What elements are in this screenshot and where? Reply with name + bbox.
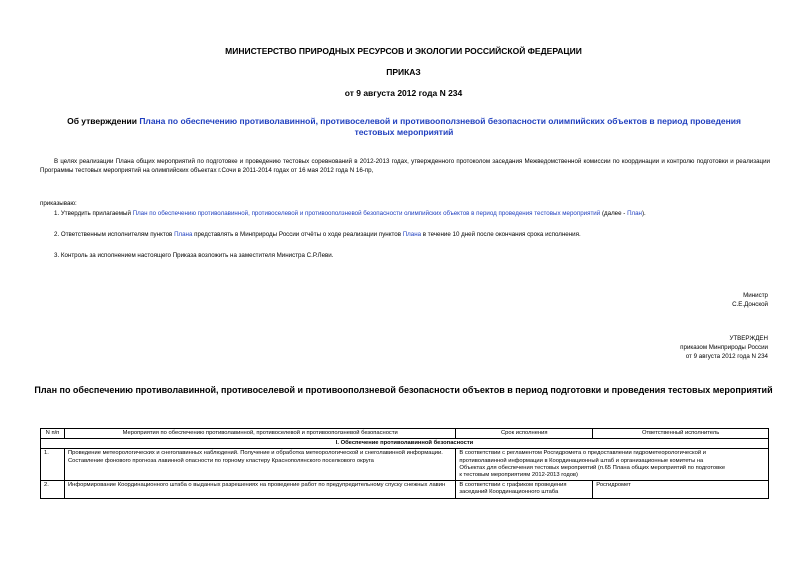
section-row: [41, 439, 769, 449]
order-item-1: [54, 209, 770, 218]
row-activity: Проведение метеорологических и снеголавинных наблюдений. Получение и обработка метеорологической и снеголавинной информации. Составление фонового прогноза лавинной опасности по горному кластеру Краснополянского поселкового округа: [64, 449, 455, 481]
plan-title-link[interactable]: Плана по обеспечению противолавинной, противоселевой и противооползневой безопасности олимпийских объектов в период проведения тестовых мероприятий: [139, 116, 741, 137]
item-1-text-c: ).: [641, 210, 646, 217]
item-2-text-b: представлять в Минприроды России отчёты о ходе реализации пунктов: [192, 231, 403, 238]
row-num: 2.: [41, 481, 65, 498]
order-title: [48, 116, 760, 138]
item-2-text-c: в течение 10 дней после окончания срока исполнения.: [421, 231, 581, 238]
item-1-text: 1. Утвердить прилагаемый: [54, 210, 133, 217]
plan-link-2[interactable]: Плана: [174, 231, 193, 238]
row-executor: Росгидромет: [593, 481, 769, 498]
approved-date: от 9 августа 2012 года N 234: [685, 353, 768, 360]
order-date: от 9 августа 2012 года N 234: [344, 88, 463, 98]
item-1-text-b: (далее -: [600, 210, 628, 217]
approved-by: приказом Минприроды России: [680, 344, 768, 351]
preamble-paragraph: В целях реализации Плана общих мероприятий по подготовке и проведению тестовых соревнований в 2012-2013 годах, утвержденного протоколом заседания Межведомственной комиссии по координации и контролю подготовки и реализации Программы тестовых мероприятий на олимпийских объектах г.Сочи в 2011-2014 годах от 16 мая 2012 года N 16-пр,: [40, 158, 770, 174]
signature-position: Министр: [743, 292, 768, 299]
order-item-2: [54, 230, 770, 239]
section-title: I. Обеспечение противолавинной безопасности: [41, 439, 769, 449]
ministry-heading: МИНИСТЕРСТВО ПРИРОДНЫХ РЕСУРСОВ И ЭКОЛОГИИ РОССИЙСКОЙ ФЕДЕРАЦИИ: [225, 46, 582, 56]
col-header-deadline: Срок исполнения: [456, 429, 593, 439]
approved-label: УТВЕРЖДЕН: [729, 335, 768, 342]
orders-word: приказываю:: [40, 200, 77, 207]
col-header-executor: Ответственный исполнитель: [593, 429, 769, 439]
item-2-text: 2. Ответственным исполнителям пунктов: [54, 231, 175, 238]
order-title-prefix: Об утверждении: [67, 116, 140, 126]
plan-link-3[interactable]: Плана: [402, 231, 422, 238]
doc-type-heading: ПРИКАЗ: [386, 67, 421, 77]
plan-link[interactable]: План по обеспечению противолавинной, противоселевой и противооползневой безопасности олимпийских объектов в период проведения тестовых мероприятий: [132, 210, 601, 217]
order-item-3: 3. Контроль за исполнением настоящего Приказа возложить на заместителя Министра С.Р.Леви.: [54, 252, 334, 259]
row-deadline: В соответствии с регламентом Росгидромета о предоставлении гидрометеорологической и противолавинной информации в Координационный штаб и организационные комитеты на Объектах для обеспечения тестовых мероприятий (п.65 Плана общих мероприятий по подготовке к тестовым мероприятиям 2012-2013 годов): [456, 449, 769, 481]
table-row: [41, 449, 769, 481]
plan-short-link[interactable]: План: [627, 210, 642, 217]
row-num: 1.: [41, 449, 65, 481]
col-header-num: N п/п: [41, 429, 65, 439]
row-deadline: В соответствии с графиком проведения заседаний Координационного штаба: [456, 481, 593, 498]
plan-table: [40, 428, 769, 499]
plan-title: План по обеспечению противолавинной, противоселевой и противооползневой безопасности объектов в период подготовки и проведения тестовых мероприятий: [34, 385, 773, 395]
table-header-row: [41, 429, 769, 439]
table-row: [41, 481, 769, 498]
row-activity: Информирование Координационного штаба о выданных разрешениях на проведение работ по предупредительному спуску снежных лавин: [64, 481, 455, 498]
signature-name: С.Е.Донской: [732, 301, 768, 308]
col-header-activity: Мероприятия по обеспечению противолавинной, противоселевой и противооползневой безопасности: [64, 429, 455, 439]
